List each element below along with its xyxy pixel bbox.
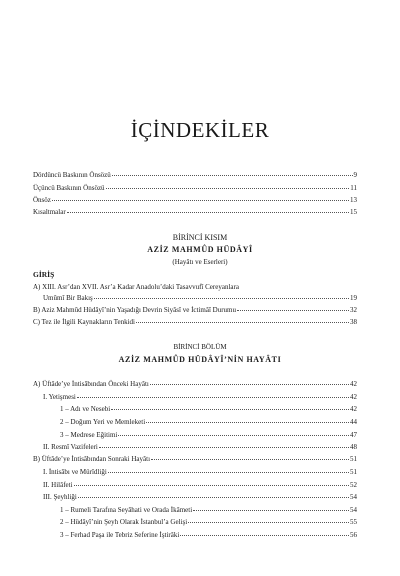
toc-entry-label: 3 – Ferhad Paşa ile Tebriz Seferine İştirâki [60, 531, 180, 539]
toc-row[interactable] [33, 455, 357, 464]
leader-dots [193, 510, 349, 511]
toc-page-number: 55 [350, 518, 357, 526]
leader-dots [78, 497, 349, 498]
toc-entry-label: Kısaltmalar [33, 208, 66, 216]
toc-row[interactable] [60, 506, 357, 515]
toc-row[interactable] [60, 518, 357, 527]
toc-entry-label: B) Üftâde’ye İntisâbından Sonraki Hayâtı [33, 455, 151, 463]
toc-row[interactable] [33, 318, 357, 327]
toc-page-number: 51 [350, 455, 357, 463]
leader-dots [67, 212, 349, 213]
toc-page-number: 42 [350, 380, 357, 388]
toc-page-number: 32 [350, 306, 357, 314]
toc-page-number: 54 [350, 493, 357, 501]
toc-page-number: 47 [350, 431, 357, 439]
toc-page-number: 44 [350, 418, 357, 426]
toc-entry-label: 2 – Hüdâyî’nin Şeyh Olarak İstanbul’a Gelişi [60, 518, 188, 526]
toc-entry-label: Üçüncü Baskının Önsözü [33, 184, 105, 192]
chapter-title: AZİZ MAHMÛD HÜDÂYÎ’NİN HAYÂTI [118, 355, 282, 364]
toc-row[interactable] [43, 468, 357, 477]
leader-dots [94, 298, 349, 299]
leader-dots [180, 535, 349, 536]
toc-row[interactable] [33, 171, 357, 180]
toc-entry-label: Dördüncü Baskının Önsözü [33, 171, 111, 179]
leader-dots [112, 175, 353, 176]
part-subtitle: (Hayâtı ve Eserleri) [172, 258, 228, 266]
toc-entry-label: I. İntisâbı ve Mürîdliği [43, 468, 107, 476]
toc-page-number: 38 [350, 318, 357, 326]
leader-dots [77, 397, 349, 398]
leader-dots [151, 459, 349, 460]
part-label: BİRİNCİ KISIM [172, 233, 228, 242]
toc-page-number: 42 [350, 405, 357, 413]
leader-dots [99, 447, 349, 448]
toc-entry-label: II. Hilâfeti [43, 481, 73, 489]
leader-dots [108, 472, 349, 473]
leader-dots [106, 188, 350, 189]
toc-row[interactable] [33, 196, 357, 205]
toc-page-number: 9 [353, 171, 357, 179]
toc-row[interactable] [33, 184, 357, 193]
toc-page-number: 13 [350, 196, 357, 204]
leader-dots [52, 200, 349, 201]
leader-dots [136, 322, 349, 323]
toc-row[interactable] [60, 431, 357, 440]
leader-dots [74, 485, 349, 486]
toc-page-number: 54 [350, 506, 357, 514]
toc-page-number: 56 [350, 531, 357, 539]
intro-heading: GİRİŞ [33, 270, 55, 279]
leader-dots [188, 522, 349, 523]
toc-page-number: 51 [350, 468, 357, 476]
toc-row[interactable] [60, 531, 357, 540]
toc-entry-label[interactable]: A) XIII. Asr’dan XVII. Asr’a Kadar Anadolu’daki Tasavvufî Cereyanlara [33, 283, 239, 291]
toc-row[interactable] [33, 380, 357, 389]
toc-row[interactable] [33, 208, 357, 217]
toc-page-number: 11 [350, 184, 357, 192]
toc-page-number: 52 [350, 481, 357, 489]
part-title: AZİZ MAHMÛD HÜDÂYÎ [147, 245, 253, 254]
toc-page-number: 42 [350, 393, 357, 401]
toc-row[interactable] [43, 481, 357, 490]
toc-row[interactable] [43, 294, 357, 303]
toc-row[interactable] [33, 306, 357, 315]
leader-dots [146, 422, 349, 423]
toc-row[interactable] [43, 443, 357, 452]
leader-dots [118, 435, 349, 436]
toc-page-number: 48 [350, 443, 357, 451]
toc-entry-label: II. Resmî Vazifeleri [43, 443, 98, 451]
toc-row[interactable] [43, 393, 357, 402]
toc-entry-label: I. Yetişmesi [43, 393, 76, 401]
toc-entry-label: 2 – Doğum Yeri ve Memleketi [60, 418, 146, 426]
toc-page-number: 15 [350, 208, 357, 216]
toc-row[interactable] [43, 493, 357, 502]
toc-entry-label: III. Şeyhliği [43, 493, 77, 501]
toc-row[interactable] [60, 405, 357, 414]
toc-entry-label: Umûmî Bir Bakış [43, 294, 93, 302]
toc-entry-label: B) Aziz Mahmûd Hüdâyî’nin Yaşadığı Devrin Siyâsî ve İctimâî Durumu [33, 306, 236, 314]
toc-page-number: 19 [350, 294, 357, 302]
page-title: İÇİNDEKİLER [130, 118, 270, 142]
toc-entry-label: 1 – Rumeli Tarafına Seyâhati ve Orada İkâmeti [60, 506, 193, 514]
leader-dots [150, 384, 349, 385]
leader-dots [111, 409, 349, 410]
toc-entry-label: 3 – Medrese Eğitimi [60, 431, 118, 439]
leader-dots [237, 310, 349, 311]
toc-entry-label: C) Tez ile İlgili Kaynakların Tenkidi [33, 318, 135, 326]
chapter-label: BİRİNCİ BÖLÜM [173, 343, 227, 351]
toc-entry-label: 1 – Adı ve Nesebi [60, 405, 111, 413]
toc-entry-label: Önsöz [33, 196, 51, 204]
toc-row[interactable] [60, 418, 357, 427]
toc-entry-label: A) Üftâde’ye İntisâbından Önceki Hayâtı [33, 380, 149, 388]
